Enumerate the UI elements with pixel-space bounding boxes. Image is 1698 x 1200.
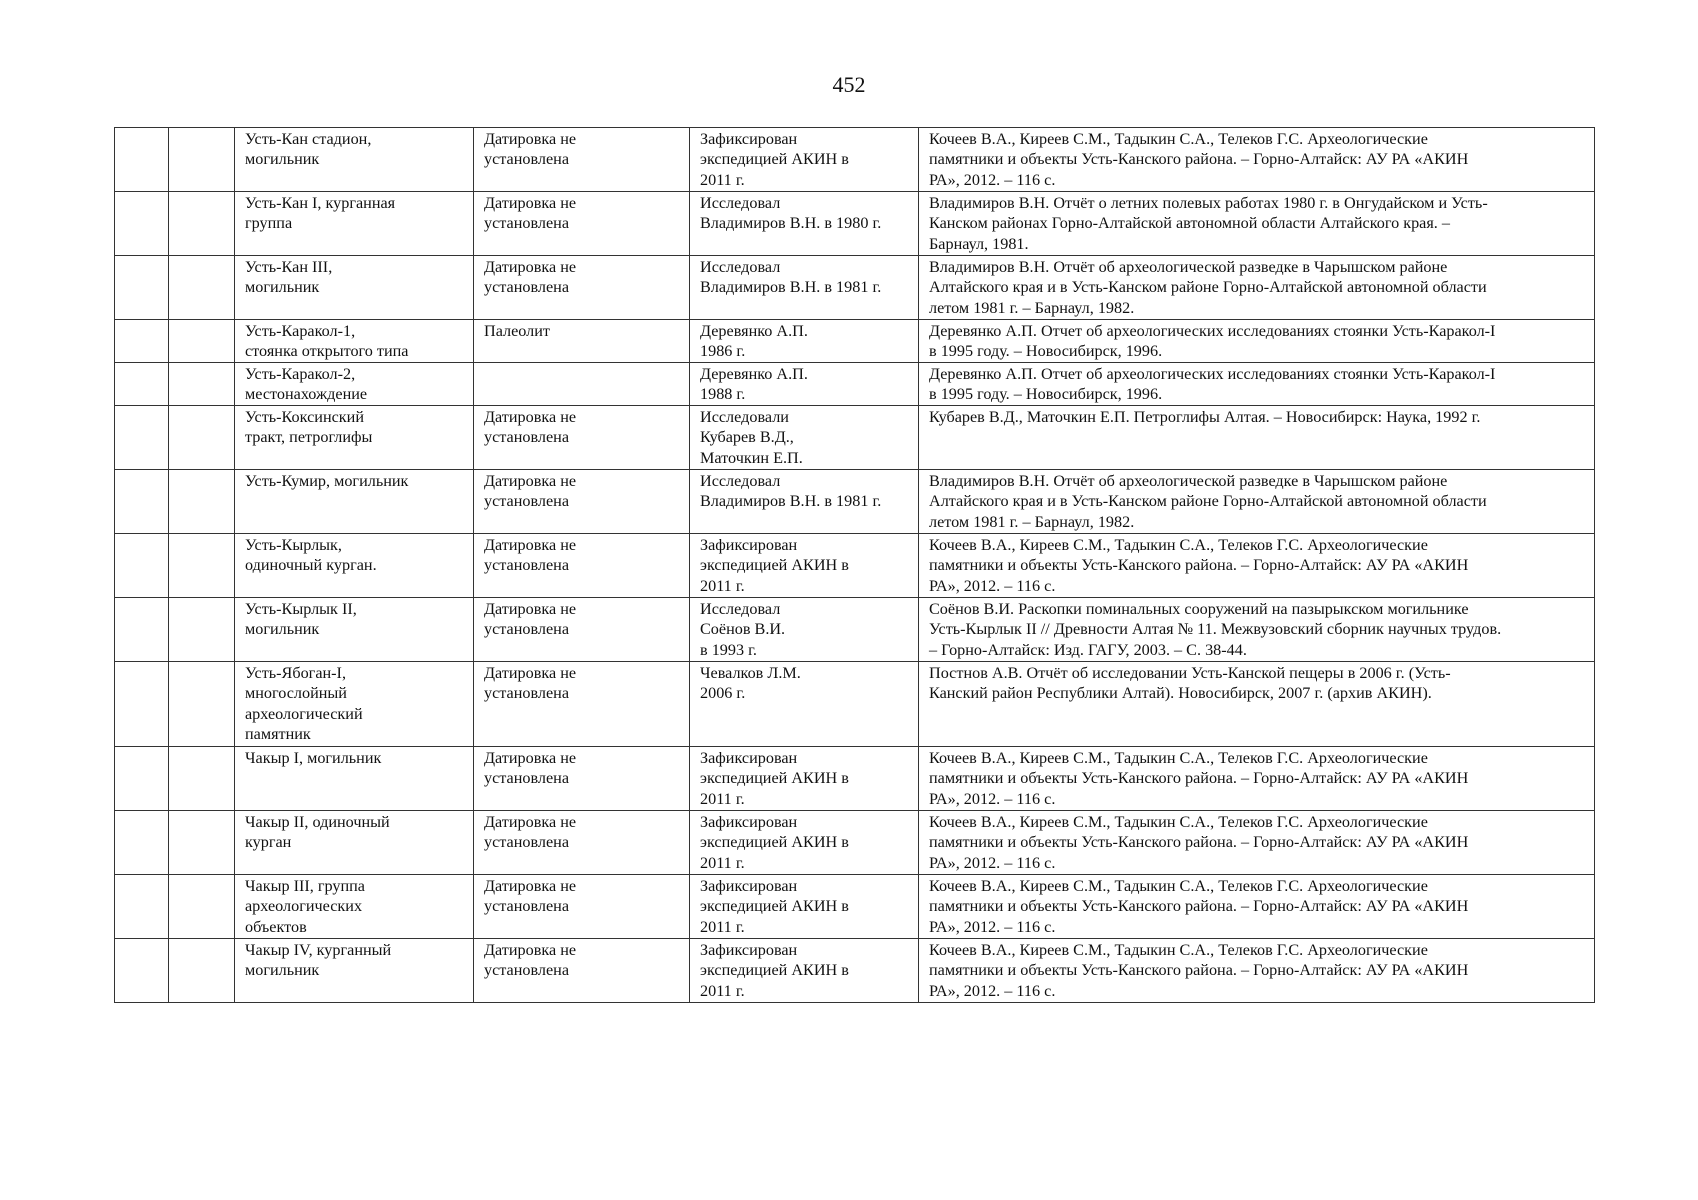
table-row — [115, 662, 1595, 747]
number-cell — [115, 406, 169, 470]
monument-name-cell: Усть-Кан I, курганная группа — [235, 192, 474, 256]
table-row — [115, 939, 1595, 1003]
research-cell: Чевалков Л.М. 2006 г. — [690, 662, 919, 747]
number-cell — [115, 470, 169, 534]
code-cell — [169, 811, 235, 875]
table-row — [115, 256, 1595, 320]
number-cell — [115, 598, 169, 662]
code-cell — [169, 662, 235, 747]
monument-name-cell: Усть-Каракол-2, местонахождение — [235, 363, 474, 406]
table-row — [115, 598, 1595, 662]
monument-name-cell: Усть-Кумир, могильник — [235, 470, 474, 534]
number-cell — [115, 875, 169, 939]
number-cell — [115, 534, 169, 598]
code-cell — [169, 320, 235, 363]
source-cell: Постнов А.В. Отчёт об исследовании Усть-Канской пещеры в 2006 г. (Усть- Канский район Республики Алтай). Новосибирск, 2007 г. (архив АКИН). — [919, 662, 1595, 747]
dating-cell — [474, 363, 690, 406]
table-row — [115, 192, 1595, 256]
dating-cell: Датировка не установлена — [474, 662, 690, 747]
monument-name-cell: Усть-Коксинский тракт, петроглифы — [235, 406, 474, 470]
research-cell: Зафиксирован экспедицией АКИН в 2011 г. — [690, 939, 919, 1003]
code-cell — [169, 747, 235, 811]
table-row — [115, 128, 1595, 192]
code-cell — [169, 939, 235, 1003]
code-cell — [169, 470, 235, 534]
table-row — [115, 811, 1595, 875]
page-number: 452 — [832, 72, 866, 97]
monuments-table-body — [115, 128, 1595, 1003]
monument-name-cell: Усть-Кан стадион, могильник — [235, 128, 474, 192]
research-cell: Исследовал Владимиров В.Н. в 1981 г. — [690, 256, 919, 320]
table-row — [115, 363, 1595, 406]
research-cell: Исследовали Кубарев В.Д., Маточкин Е.П. — [690, 406, 919, 470]
monument-name-cell: Усть-Кан III, могильник — [235, 256, 474, 320]
research-cell: Зафиксирован экспедицией АКИН в 2011 г. — [690, 875, 919, 939]
monument-name-cell: Усть-Каракол-1, стоянка открытого типа — [235, 320, 474, 363]
table-row — [115, 406, 1595, 470]
research-cell: Исследовал Владимиров В.Н. в 1981 г. — [690, 470, 919, 534]
dating-cell: Датировка не установлена — [474, 534, 690, 598]
monument-name-cell: Усть-Ябоган-I, многослойный археологический памятник — [235, 662, 474, 747]
monuments-table — [114, 127, 1595, 1003]
research-cell: Исследовал Владимиров В.Н. в 1980 г. — [690, 192, 919, 256]
source-cell: Кубарев В.Д., Маточкин Е.П. Петроглифы Алтая. – Новосибирск: Наука, 1992 г. — [919, 406, 1595, 470]
code-cell — [169, 128, 235, 192]
research-cell: Зафиксирован экспедицией АКИН в 2011 г. — [690, 811, 919, 875]
monument-name-cell: Чакыр III, группа археологических объектов — [235, 875, 474, 939]
number-cell — [115, 192, 169, 256]
monument-name-cell: Усть-Кырлык II, могильник — [235, 598, 474, 662]
number-cell — [115, 363, 169, 406]
research-cell: Зафиксирован экспедицией АКИН в 2011 г. — [690, 534, 919, 598]
monument-name-cell: Чакыр I, могильник — [235, 747, 474, 811]
dating-cell: Датировка не установлена — [474, 470, 690, 534]
table-row — [115, 875, 1595, 939]
research-cell: Деревянко А.П. 1986 г. — [690, 320, 919, 363]
research-cell: Деревянко А.П. 1988 г. — [690, 363, 919, 406]
table-row — [115, 470, 1595, 534]
number-cell — [115, 747, 169, 811]
source-cell: Кочеев В.А., Киреев С.М., Тадыкин С.А., Телеков Г.С. Археологические памятники и объекты Усть-Канского района. – Горно-Алтайск: АУ РА «АКИН РА», 2012. – 116 с. — [919, 747, 1595, 811]
research-cell: Зафиксирован экспедицией АКИН в 2011 г. — [690, 747, 919, 811]
number-cell — [115, 128, 169, 192]
number-cell — [115, 811, 169, 875]
dating-cell: Датировка не установлена — [474, 128, 690, 192]
table-row — [115, 320, 1595, 363]
source-cell: Кочеев В.А., Киреев С.М., Тадыкин С.А., Телеков Г.С. Археологические памятники и объекты Усть-Канского района. – Горно-Алтайск: АУ РА «АКИН РА», 2012. – 116 с. — [919, 811, 1595, 875]
table-row — [115, 747, 1595, 811]
source-cell: Кочеев В.А., Киреев С.М., Тадыкин С.А., Телеков Г.С. Археологические памятники и объекты Усть-Канского района. – Горно-Алтайск: АУ РА «АКИН РА», 2012. – 116 с. — [919, 128, 1595, 192]
source-cell: Кочеев В.А., Киреев С.М., Тадыкин С.А., Телеков Г.С. Археологические памятники и объекты Усть-Канского района. – Горно-Алтайск: АУ РА «АКИН РА», 2012. – 116 с. — [919, 534, 1595, 598]
number-cell — [115, 320, 169, 363]
source-cell: Кочеев В.А., Киреев С.М., Тадыкин С.А., Телеков Г.С. Археологические памятники и объекты Усть-Канского района. – Горно-Алтайск: АУ РА «АКИН РА», 2012. – 116 с. — [919, 875, 1595, 939]
dating-cell: Датировка не установлена — [474, 192, 690, 256]
dating-cell: Палеолит — [474, 320, 690, 363]
source-cell: Деревянко А.П. Отчет об археологических исследованиях стоянки Усть-Каракол-I в 1995 году. – Новосибирск, 1996. — [919, 363, 1595, 406]
source-cell: Владимиров В.Н. Отчёт о летних полевых работах 1980 г. в Онгудайском и Усть- Канском районах Горно-Алтайской автономной области Алтайского края. – Барнаул, 1981. — [919, 192, 1595, 256]
number-cell — [115, 939, 169, 1003]
source-cell: Владимиров В.Н. Отчёт об археологической разведке в Чарышском районе Алтайского края и в Усть-Канском районе Горно-Алтайской автономной области летом 1981 г. – Барнаул, 1982. — [919, 256, 1595, 320]
code-cell — [169, 406, 235, 470]
code-cell — [169, 875, 235, 939]
source-cell: Владимиров В.Н. Отчёт об археологической разведке в Чарышском районе Алтайского края и в Усть-Канском районе Горно-Алтайской автономной области летом 1981 г. – Барнаул, 1982. — [919, 470, 1595, 534]
code-cell — [169, 598, 235, 662]
dating-cell: Датировка не установлена — [474, 811, 690, 875]
code-cell — [169, 363, 235, 406]
research-cell: Зафиксирован экспедицией АКИН в 2011 г. — [690, 128, 919, 192]
dating-cell: Датировка не установлена — [474, 598, 690, 662]
table-row — [115, 534, 1595, 598]
code-cell — [169, 534, 235, 598]
code-cell — [169, 256, 235, 320]
dating-cell: Датировка не установлена — [474, 939, 690, 1003]
dating-cell: Датировка не установлена — [474, 256, 690, 320]
dating-cell: Датировка не установлена — [474, 875, 690, 939]
number-cell — [115, 256, 169, 320]
source-cell: Кочеев В.А., Киреев С.М., Тадыкин С.А., Телеков Г.С. Археологические памятники и объекты Усть-Канского района. – Горно-Алтайск: АУ РА «АКИН РА», 2012. – 116 с. — [919, 939, 1595, 1003]
source-cell: Деревянко А.П. Отчет об археологических исследованиях стоянки Усть-Каракол-I в 1995 году. – Новосибирск, 1996. — [919, 320, 1595, 363]
source-cell: Соёнов В.И. Раскопки поминальных сооружений на пазырыкском могильнике Усть-Кырлык II // Древности Алтая № 11. Межвузовский сборник научных трудов. – Горно-Алтайск: Изд. ГАГУ, 2003. – С. 38-44. — [919, 598, 1595, 662]
research-cell: Исследовал Соёнов В.И. в 1993 г. — [690, 598, 919, 662]
monument-name-cell: Чакыр II, одиночный курган — [235, 811, 474, 875]
dating-cell: Датировка не установлена — [474, 747, 690, 811]
number-cell — [115, 662, 169, 747]
monument-name-cell: Чакыр IV, курганный могильник — [235, 939, 474, 1003]
dating-cell: Датировка не установлена — [474, 406, 690, 470]
monument-name-cell: Усть-Кырлык, одиночный курган. — [235, 534, 474, 598]
code-cell — [169, 192, 235, 256]
